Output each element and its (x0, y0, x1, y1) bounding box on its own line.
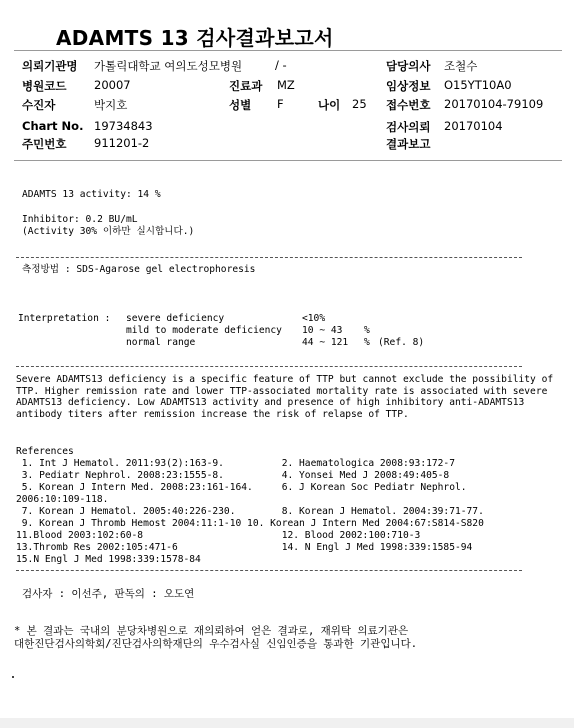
clinical-info-value: O15YT10A0 (444, 78, 512, 92)
hospital-code-label: 병원코드 (22, 79, 67, 93)
request-date-label: 검사의뢰 (386, 120, 431, 134)
physician-value: 조철수 (444, 59, 478, 73)
reference-line: 13.Thromb Res 2002:105:471-6 14. N Engl J Med 1998:339:1585-94 (16, 542, 473, 553)
receipt-no-value: 20170104-79109 (444, 97, 544, 111)
department-label: 진료과 (229, 79, 263, 93)
inhibitor-note: (Activity 30% 이하만 실시합니다.) (22, 226, 195, 237)
interp-range: 44 ~ 121 (302, 337, 349, 348)
institution-label: 의뢰기관명 (22, 59, 78, 73)
examinee-label: 수진자 (22, 98, 56, 112)
physician-label: 담당의사 (386, 59, 431, 73)
examiner-line: 검사자 : 이선주, 판독의 : 오도연 (22, 588, 195, 600)
interp-ref: (Ref. 8) (378, 337, 425, 348)
interp-range: 10 ~ 43 (302, 325, 343, 336)
inhibitor-result: Inhibitor: 0.2 BU/mL (22, 214, 138, 225)
report-note: 대한진단검사의학회/진단검사의학재단의 우수검사실 신임인증을 통과한 기관입니다. (14, 638, 418, 650)
page-footer-strip (0, 718, 574, 728)
examinee-value: 박지호 (94, 98, 128, 112)
hospital-code-value: 20007 (94, 78, 131, 92)
reference-line: 11.Blood 2003:102:60-8 12. Blood 2002:100:710-3 (16, 530, 421, 541)
interp-range: <10% (302, 313, 326, 324)
report-title: ADAMTS 13 검사결과보고서 (56, 26, 334, 50)
interpretation-label: Interpretation : (18, 313, 111, 324)
divider-1 (16, 257, 522, 258)
reference-line: 3. Pediatr Nephrol. 2008:23:1555-8. 4. Yonsei Med J 2008:49:405-8 (16, 470, 450, 481)
interp-unit: % (364, 337, 370, 348)
divider-2 (16, 366, 522, 367)
receipt-no-label: 접수번호 (386, 98, 431, 112)
header-bottom-rule (14, 160, 562, 161)
age-label: 나이 (318, 98, 341, 112)
department-value: MZ (277, 78, 295, 92)
chart-no-label: Chart No. (22, 119, 84, 133)
clinical-description: Severe ADAMTS13 deficiency is a specific feature of TTP but cannot exclude the possibility of TTP. Higher remission rate and lower TTP-associated mortality rate is associated with severe ADAMTS13 deficiency. Low ADAMTS13 activity and presence of high inhibitory anti-ADAMTS13 antibody titers after remission increase the risk of relapse of TTP. (16, 374, 554, 420)
request-date-value: 20170104 (444, 119, 503, 133)
stray-dot (12, 676, 14, 678)
institution-suffix: / - (275, 58, 287, 72)
resident-no-value: 911201-2 (94, 136, 150, 150)
method-line: 측정방법 : SDS-Agarose gel electrophoresis (22, 264, 256, 275)
interp-unit: % (364, 325, 370, 336)
chart-no-value: 19734843 (94, 119, 153, 133)
clinical-info-label: 임상정보 (386, 79, 431, 93)
institution-value: 가톨릭대학교 여의도성모병원 (94, 59, 243, 73)
age-value: 25 (352, 97, 367, 111)
header-top-rule (14, 50, 562, 51)
sex-value: F (277, 97, 284, 111)
sex-label: 성별 (229, 98, 252, 112)
interp-category: mild to moderate deficiency (126, 325, 282, 336)
references-heading: References (16, 446, 74, 457)
divider-3 (16, 570, 522, 571)
reference-line: 7. Korean J Hematol. 2005:40:226-230. 8. Korean J Hematol. 2004:39:71-77. (16, 506, 484, 517)
reference-line: 5. Korean J Intern Med. 2008:23:161-164. 6. J Korean Soc Pediatr Nephrol. (16, 482, 467, 493)
result-report-label: 결과보고 (386, 137, 431, 151)
activity-result: ADAMTS 13 activity: 14 % (22, 189, 161, 200)
reference-line: 15.N Engl J Med 1998:339:1578-84 (16, 554, 201, 565)
interp-category: normal range (126, 337, 196, 348)
reference-line: 2006:10:109-118. (16, 494, 109, 505)
reference-line: 1. Int J Hematol. 2011:93(2):163-9. 2. Haematologica 2008:93:172-7 (16, 458, 455, 469)
reference-line: 9. Korean J Thromb Hemost 2004:11:1-10 10. Korean J Intern Med 2004:67:S814-S820 (16, 518, 484, 529)
report-note: * 본 결과는 국내의 분당차병원으로 재의뢰하여 얻은 결과로, 재위탁 의료기관은 (14, 625, 409, 637)
interp-category: severe deficiency (126, 313, 225, 324)
resident-no-label: 주민번호 (22, 137, 67, 151)
